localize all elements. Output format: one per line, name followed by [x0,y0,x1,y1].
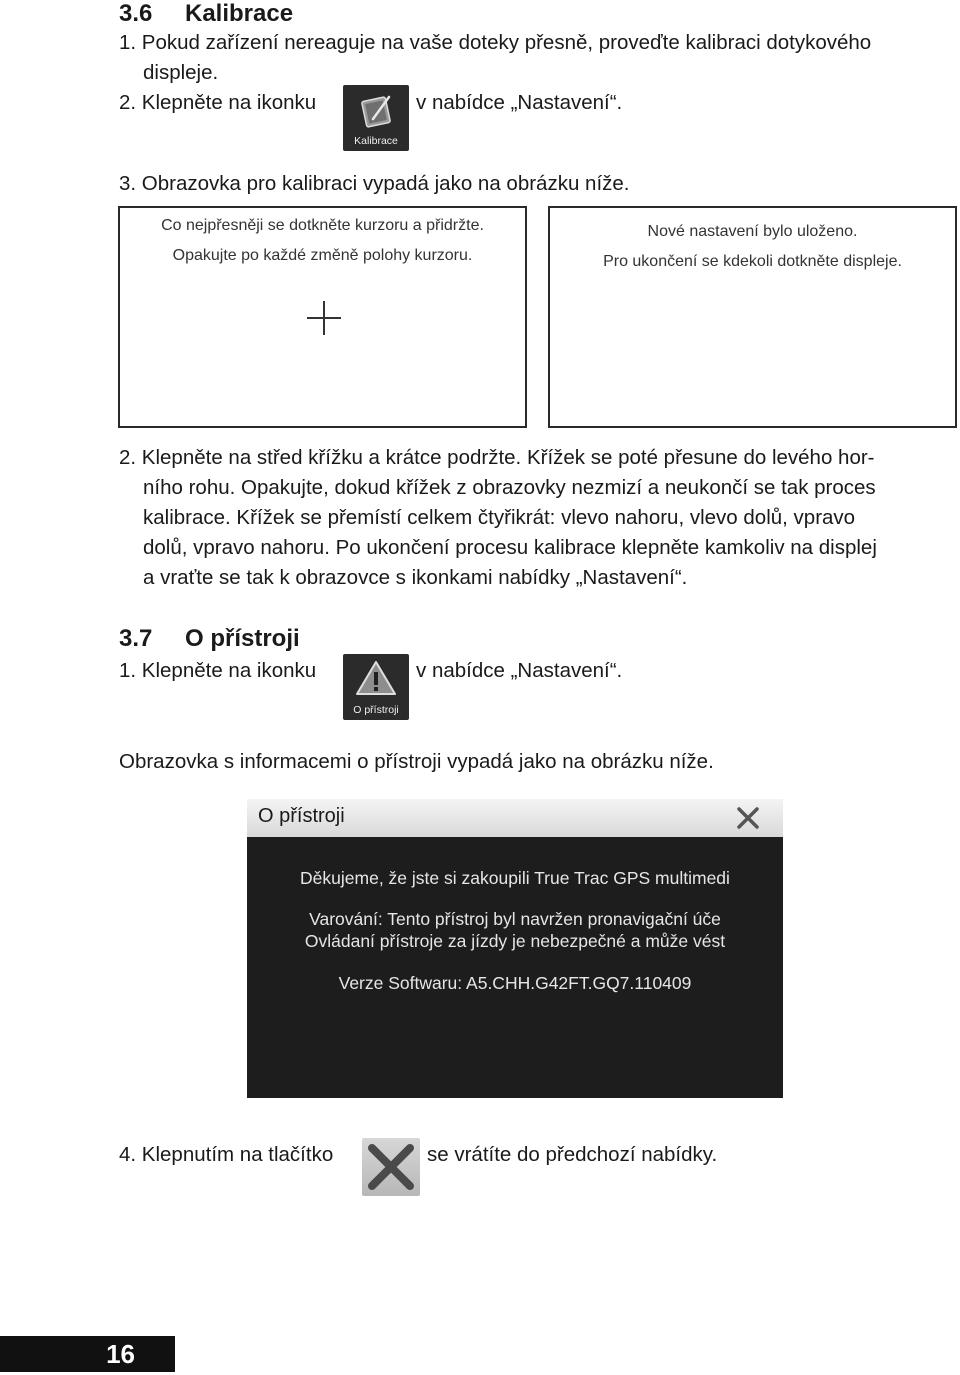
calibration-para-line3: kalibrace. Křížek se přemístí celkem čtyřikrát: vlevo nahoru, vlevo dolů, vpravo [143,506,856,529]
about-icon-tile [343,654,409,720]
calibration-screen-crosshair [118,206,527,428]
step2-text-before-icon: 2. Klepněte na ikonku [119,91,317,114]
calibration-instruction-line1: Co nejpřesněji se dotkněte kurzoru a přidržte. [161,217,484,234]
warning-triangle-icon [343,654,409,704]
step1-line1: 1. Pokud zařízení nereaguje na vaše doteky přesně, proveďte kalibraci dotykového [119,31,872,54]
calibration-para-line1: 2. Klepněte na střed křížku a krátce podržte. Křížek se poté přesune do levého hor- [119,446,875,469]
close-button-illustration [362,1138,420,1196]
about-step1-text-after-icon: v nabídce „Nastavení“. [416,659,623,682]
step4-text-before-icon: 4. Klepnutím na tlačítko [119,1143,334,1166]
section-number: 3.7 [119,625,153,652]
calibration-instruction-line2: Opakujte po každé změně polohy kurzoru. [172,247,473,264]
about-titlebar [247,799,783,837]
section-heading-calibration [119,0,293,28]
page-number: 16 [106,1339,135,1369]
section-number: 3.6 [119,0,153,27]
saved-message-line1: Nové nastavení bylo uloženo. [647,223,858,240]
calibration-icon-label: Kalibrace [354,135,398,147]
calibration-para-line4: dolů, vpravo nahoru. Po ukončení procesu kalibrace klepněte kamkoliv na displej [143,536,877,559]
step2-text-after-icon: v nabídce „Nastavení“. [416,91,623,114]
page-number-tab [0,1336,175,1372]
about-intro-text: Obrazovka s informacemi o přístroji vypadá jako na obrázku níže. [119,750,714,773]
about-warning-line2: Ovládaní přístroje za jízdy je nebezpečné a může vést [304,931,726,951]
step3-text: 3. Obrazovka pro kalibraci vypadá jako na obrázku níže. [119,172,630,195]
step4-text-after-icon: se vrátíte do předchozí nabídky. [427,1143,718,1166]
step1-line2: displeje. [143,61,219,84]
section-title: Kalibrace [185,0,294,27]
about-device-screen [247,799,783,1098]
section-heading-about [119,625,300,653]
about-warning-line1: Varování: Tento přístroj byl navržen pronavigační úče [309,909,721,929]
about-software-version: Verze Softwaru: A5.CHH.G42FT.GQ7.110409 [338,973,692,993]
section-title: O přístroji [185,625,300,652]
close-x-icon [362,1138,420,1196]
stylus-pad-icon [343,85,409,135]
calibration-para-line5: a vraťte se tak k obrazovce s ikonkami nabídky „Nastavení“. [143,566,688,589]
close-icon[interactable] [735,805,761,831]
about-screen-title: O přístroji [258,805,345,827]
about-thanks-text: Děkujeme, že jste si zakoupili True Trac GPS multimedi [300,868,730,888]
calibration-icon-tile [343,85,409,151]
saved-message-line2: Pro ukončení se kdekoli dotkněte displeje. [603,253,902,270]
calibration-para-line2: ního rohu. Opakujte, dokud křížek z obrazovky nezmizí a neukončí se tak proces [143,476,876,499]
calibration-screen-saved [548,206,957,428]
about-icon-label: O přístroji [353,704,399,716]
about-step1-text-before-icon: 1. Klepněte na ikonku [119,659,317,682]
